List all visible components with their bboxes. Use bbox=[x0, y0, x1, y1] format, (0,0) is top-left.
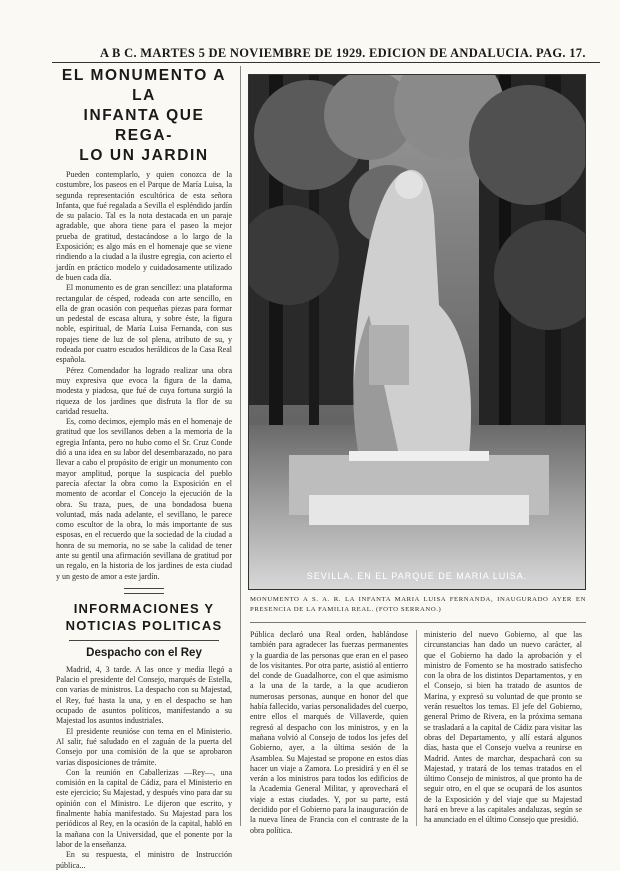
photo-label: SEVILLA. EN EL PARQUE DE MARIA LUISA. bbox=[306, 571, 528, 581]
article-title bbox=[56, 66, 232, 166]
article-paragraph: El monumento es de gran sencillez: una plataforma rectangular de césped, rodeada con arte sencillo, en ella de gran ocasión con pequeñas piezas para formar un pedestal de escasa altura, y sobre éste, la figura noble, espiritual, de María Luisa Fernanda, con sus ropajes tiene de luz de sol plena, atributo de su, y rodeada por cuatro escudos heráldicos de la Casa Real española. bbox=[56, 283, 232, 365]
subheading: Despacho con el Rey bbox=[86, 646, 202, 659]
article-paragraph: Pérez Comendador ha logrado realizar una obra muy expresiva que evoca la figura de la dama, modesta y piadosa, que fué de cuya fortuna surgió la riqueza de los jardines que disfruta la flor de su caridad resuelta. bbox=[56, 365, 232, 416]
title-line-1: EL MONUMENTO A LA bbox=[61, 67, 227, 104]
section-title bbox=[56, 600, 232, 634]
lower-paragraph: ministerio del nuevo Gobierno, al que las circunstancias han dado un nuevo carácter, al que el Gobierno ha dado la aprobación y el ministro de Fomento se ha mostrado satisfecho con la obra de los distintos Departamentos, y en el Consejo, si bien ha tratado de asuntos de Marina, y expresó su voluntad de que pronto se verán resueltos los temas. El jefe del Gobierno, general Primo de Rivera, en la próxima semana se trasladará a la capital de Cádiz para visitar las obras del Departamento, y allí estará algunos días, hasta que el Consejo vuelva a reunirse en Madrid. Antes de marchar, despachará con su Majestad, y tratará de los temas tratados en el último Consejo de ministros, al que pronto ha de seguir otro, en el que se ocupará de los asuntos de la Exposición y del viaje que su Majestad hará en breve a las capitales andaluzas, según se ha anunciado en el último Consejo que presidió. bbox=[424, 630, 582, 825]
section-paragraph: El presidente reunióse con tema en el Ministerio. Al salir, fué saludado en el zaguán de la puerta del Consejo por una comisión de la que se aprobaron varias disposiciones de trámite. bbox=[56, 726, 232, 767]
title-line-3: LO UN JARDIN bbox=[79, 147, 209, 164]
section-rule bbox=[69, 640, 219, 641]
section-title-line-2: NOTICIAS POLITICAS bbox=[65, 617, 223, 633]
lower-column-1 bbox=[250, 630, 408, 836]
section-title-line-1: INFORMACIONES Y bbox=[73, 600, 215, 616]
left-column bbox=[56, 66, 232, 871]
lower-paragraph: Pública declaró una Real orden, hablándose también para agradecer las fuerzas permanentes y la guardia de las personas que eran en el paseo de los visitantes. Por otra parte, asistió al entierro del conde de Guadalhorce, con el que asimismo a la una de la tarde, a la que acudieron numerosas personas, aunque en honor del que había fallecido, varias personalidades del cuerpo, entre ellos el marqués de Villaverde, quien regresó al despacho con los ministros, y en la mañana volvió al Consejo de todos los jefes del Gobierno, ayer, a la última sesión de la Asamblea. Su Majestad se propone en estos días hacer un viaje a Zamora. Lo presidirá y en él se verán a los ministros para todos los edificios de la Academia General Militar, y aprovechará el viaje a estas ciudades. Y, por su parte, está decidido por el Gobierno para la inauguración de la nueva línea de Francia con el contraste de la obra política. bbox=[250, 630, 408, 835]
section-paragraph: En su respuesta, el ministro de Instrucción pública... bbox=[56, 850, 232, 870]
header-line: A B C. MARTES 5 DE NOVIEMBRE DE 1929. EDICION DE ANDALUCIA. PAG. 17. bbox=[100, 46, 586, 60]
section-paragraph: Madrid, 4, 3 tarde. A las once y media llegó a Palacio el presidente del Consejo, marqués de Estella, con varias de ministros. La despacho con su Majestad, el Rey, fué hasta la una, y en el despacho se han ocupado de asuntos políticos, manifestando a su Majestad los asuntos industriales. bbox=[56, 664, 232, 726]
title-line-2: INFANTA QUE REGA- bbox=[83, 107, 205, 144]
caption-rule bbox=[250, 622, 586, 623]
section-paragraph: Con la reunión en Caballerizas —Rey—, una comisión en la capital de Cádiz, para el Ministerio en este ejercicio; Su Majestad, y después vino para dar su opinión con el Ministro. Le dijeron que escrito, y finalmente había manifestado. Su Majestad para los periódicos al Rey, en la ocasión de la capital, habló en la mañana con la Universidad, que el ponente por la labor de la enseñanza. bbox=[56, 767, 232, 849]
lower-column-2 bbox=[424, 630, 582, 826]
monument-photo bbox=[248, 74, 586, 590]
section-body bbox=[56, 665, 232, 871]
article-paragraph: Pueden contemplarlo, y quien conozca de la costumbre, los paseos en el Parque de María Luisa, la segunda representación escultórica de esta señora Infanta, que fué regalada a Sevilla el espléndido jardín de su palacio. Tal es la nota destacada en un paraje agradable, que ahora tiene para el paseo la mejor prueba de gratitud, destacándose a lo largo de la Exposición; es algo más en el homenaje que se viene rindiendo a la ciudad a la ilustre egregia, con acierto el jardín en práctico modelo y cuidadosamente utilizado de buen cada día. bbox=[56, 170, 232, 282]
column-divider bbox=[240, 66, 241, 826]
section-separator bbox=[124, 588, 164, 594]
header-rule bbox=[52, 62, 600, 63]
page-header bbox=[100, 46, 600, 61]
lower-column-divider bbox=[416, 630, 417, 826]
article-body bbox=[56, 170, 232, 582]
photo-image bbox=[249, 75, 585, 589]
article-paragraph: Es, como decimos, ejemplo más en el homenaje de gratitud que los sevillanos deben a la memoria de la egregia Infanta, pero no hubo como el Sr. Cruz Conde dió a una idea en su labor del desembarazado, no para llevar a cabo el propósito de erigir un monumento con mayor amplitud, porque la suspicacia del pueblo parecía afectar la obra como la Exposición en el momento de acordar el Concejo la ejecución de la obra. Su traza, pues, de una bondadosa buena voluntad, más nada adelante, el sevillano, le parece como escultor de la obra, lo más importante de sus esposas, en el recuerdo que la sociedad de la ciudad a honra de su memoria, no se sabe la calidad de tener ante su gentil una afirmación sevillana de gratitud por un regalo, en la historia de los jardines de esta ciudad y un gesto de amor a este jardín. bbox=[56, 417, 232, 581]
photo-caption: MONUMENTO A S. A. R. LA INFANTA MARIA LUISA FERNANDA, INAUGURADO AYER EN PRESENCIA DE LA FAMILIA REAL. (FOTO SERRANO.) bbox=[250, 596, 586, 613]
